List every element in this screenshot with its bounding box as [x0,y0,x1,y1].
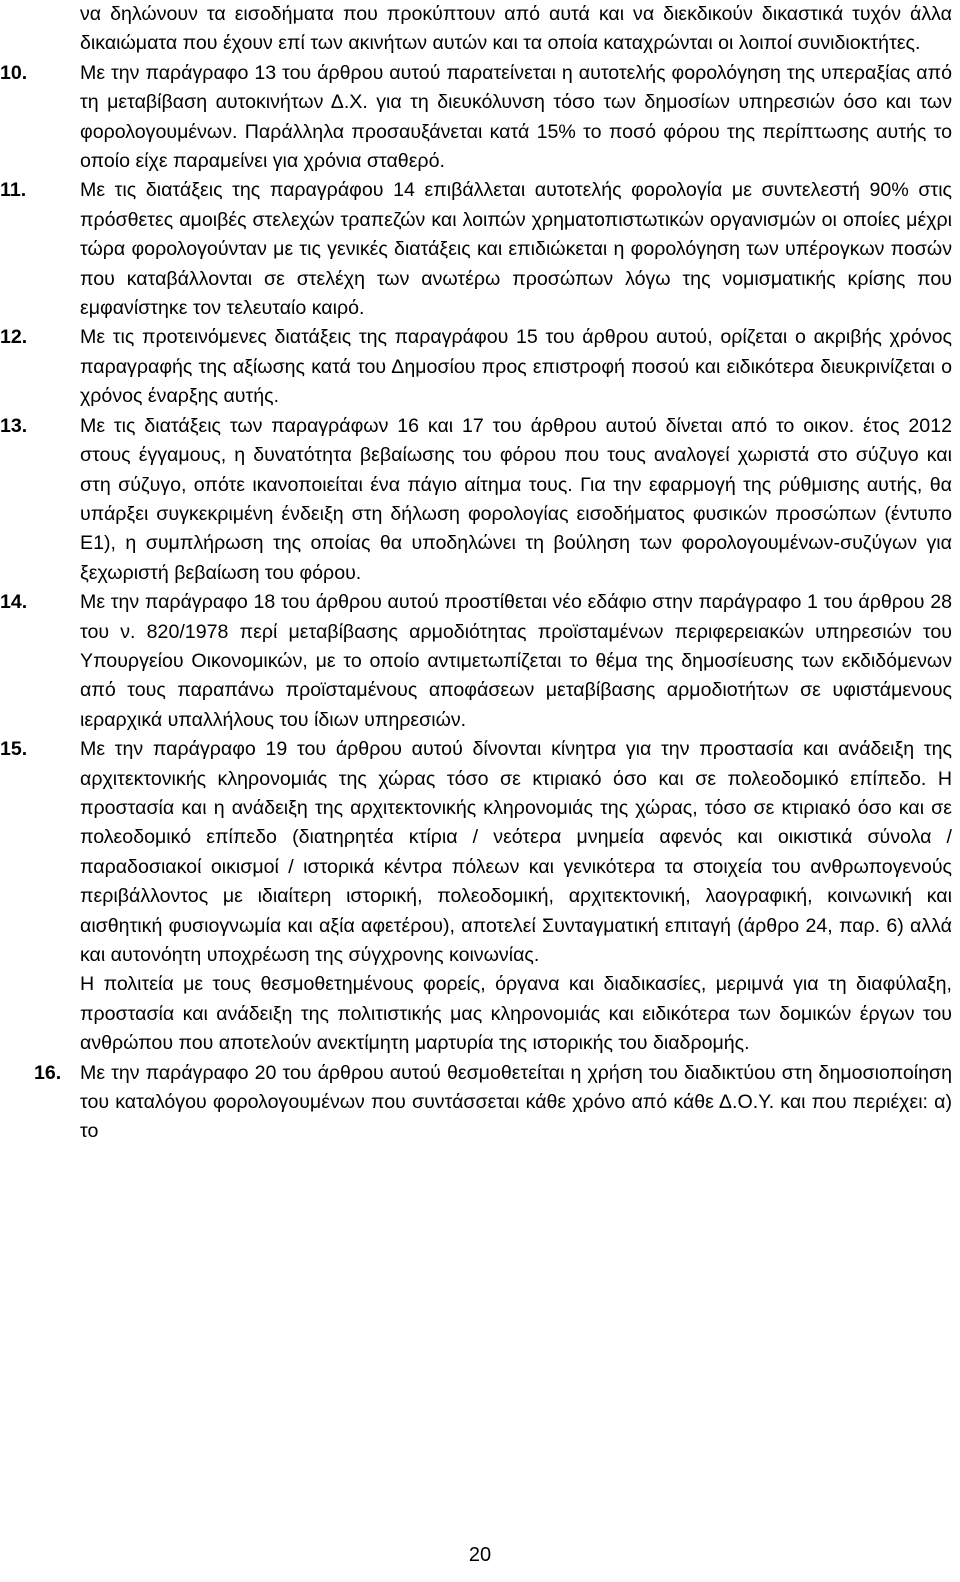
list-item-14 [0,588,960,735]
list-item-15 [0,735,960,970]
item-number: 16. [34,1061,62,1084]
intro-paragraph [0,0,960,59]
list-item-11 [0,176,960,323]
page-number: 20 [468,1544,492,1566]
item-number: 14. [0,591,28,614]
intro-text: να δηλώνουν τα εισοδήματα που προκύπτουν από αυτά και να διεκδικούν δικαστικά τυχόν άλλα δικαιώματα που έχουν επί των ακινήτων αυτών και τα οποία καταχρώνται οι λοιποί συνιδιοκτήτες. [80,3,952,55]
item-text: Με τις διατάξεις της παραγράφου 14 επιβάλλεται αυτοτελής φορολογία με συντελεστή 90% στις πρόσθετες αμοιβές στελεχών τραπεζών και λοιπών χρηματοπιστωτικών οργανισμών οι οποίες μέχρι τώρα φορολογούνταν με τις γενικές διατάξεις και επιδιώκεται η φορολόγηση των υπέρογκων ποσών που καταβάλλονται σε στελέχη των ανωτέρω προσώπων λόγω της νομισματικής κρίσης που εμφανίστηκε τον τελευταίο καιρό. [80,179,952,320]
item-text: Η πολιτεία με τους θεσμοθετημένους φορείς, όργανα και διαδικασίες, μεριμνά για τη διαφύλαξη, προστασία και ανάδειξη της πολιτιστικής μας κληρονομιάς και ειδικότερα των δομικών έργων του ανθρώπου που αποτελούν ανεκτίμητη μαρτυρία της ιστορικής του διαδρομής. [80,973,952,1055]
item-number: 10. [0,61,28,84]
list-item-12 [0,323,960,411]
item-number: 11. [0,179,27,202]
item-text: Με την παράγραφο 19 του άρθρου αυτού δίνονται κίνητρα για την προστασία και ανάδειξη της αρχιτεκτονικής κληρονομιάς της χώρας τόσο σε κτιριακό όσο και σε πολεοδομικό επίπεδο. Η προστασία και η ανάδειξη της αρχιτεκτονικής κληρονομιάς της χώρας, τόσο σε κτιριακό όσο και σε πολεοδομικό επίπεδο (διατηρητέα κτίρια / νεότερα μνημεία αφενός και οικιστικά σύνολα / παραδοσιακοί οικισμοί / ιστορικά κέντρα πόλεων και γενικότερα τα στοιχεία του ανθρωπογενούς περιβάλλοντος με ιδιαίτερη ιστορική, πολεοδομική, αρχιτεκτονική, λαογραφική, κοινωνική και αισθητική φυσιογνωμία και αξία αφετέρου), αποτελεί Συνταγματική επιταγή (άρθρο 24, παρ. 6) αλλά και αυτονόητη υποχρέωση της σύγχρονης κοινωνίας. [80,738,952,966]
item-text: Με τις διατάξεις των παραγράφων 16 και 17 του άρθρου αυτού δίνεται από το οικον. έτος 2012 στους έγγαμους, η δυνατότητα βεβαίωσης του φόρου που τους αναλογεί χωριστά στο σύζυγο και στη σύζυγο, οπότε ικανοποιείται ένα πάγιο αίτημα τους. Για την εφαρμογή της ρύθμισης αυτής, θα υπάρξει συγκεκριμένη ένδειξη στη δήλωση φορολογίας εισοδήματος φυσικών προσώπων (έντυπο Ε1), η συμπλήρωση της οποίας θα υποδηλώνει τη βούληση των φορολογουμένων-συζύγων για ξεχωριστή βεβαίωση του φόρου. [80,414,952,584]
list-item-13 [0,412,960,588]
item-text: Με την παράγραφο 13 του άρθρου αυτού παρατείνεται η αυτοτελής φορολόγηση της υπεραξίας από τη μεταβίβαση αυτοκινήτων Δ.Χ. για τη διευκόλυνση τόσο των δημοσίων υπηρεσιών όσο και των φορολογουμένων. Παράλληλα προσαυξάνεται κατά 15% το ποσό φόρου της περίπτωσης αυτής το οποίο είχε παραμείνει για χρόνια σταθερό. [80,61,952,173]
item-text: Με την παράγραφο 18 του άρθρου αυτού προστίθεται νέο εδάφιο στην παράγραφο 1 του άρθρου 28 του ν. 820/1978 περί μεταβίβασης αρμοδιότητας προϊσταμένων περιφερειακών υπηρεσιών του Υπουργείου Οικονομικών, με το οποίο αντιμετωπίζεται το θέμα της δημοσίευσης των εκδιδόμενων από τους παραπάνω προϊσταμένους αποφάσεων μεταβίβασης αρμοδιοτήτων σε υφιστάμενους ιεραρχικά υπαλλήλους του ίδιων υπηρεσιών. [80,591,952,731]
item-number: 15. [0,738,28,761]
item-number: 13. [0,414,28,437]
item-number: 12. [0,326,28,349]
list-item-15-continuation [0,970,960,1058]
list-item-10 [0,59,960,177]
item-text: Με τις προτεινόμενες διατάξεις της παραγράφου 15 του άρθρου αυτού, ορίζεται ο ακριβής χρόνος παραγραφής της αξίωσης κατά του Δημοσίου προς επιστροφή ποσού και ειδικότερα διευκρινίζεται ο χρόνος έναρξης αυτής. [80,326,952,408]
list-item-16 [0,1059,960,1147]
item-text: Με την παράγραφο 20 του άρθρου αυτού θεσμοθετείται η χρήση του διαδικτύου στη δημοσιοποίηση του καταλόγου φορολογουμένων που συντάσσεται κάθε χρόνο από κάθε Δ.Ο.Υ. και που περιέχει: α) το [80,1061,952,1143]
